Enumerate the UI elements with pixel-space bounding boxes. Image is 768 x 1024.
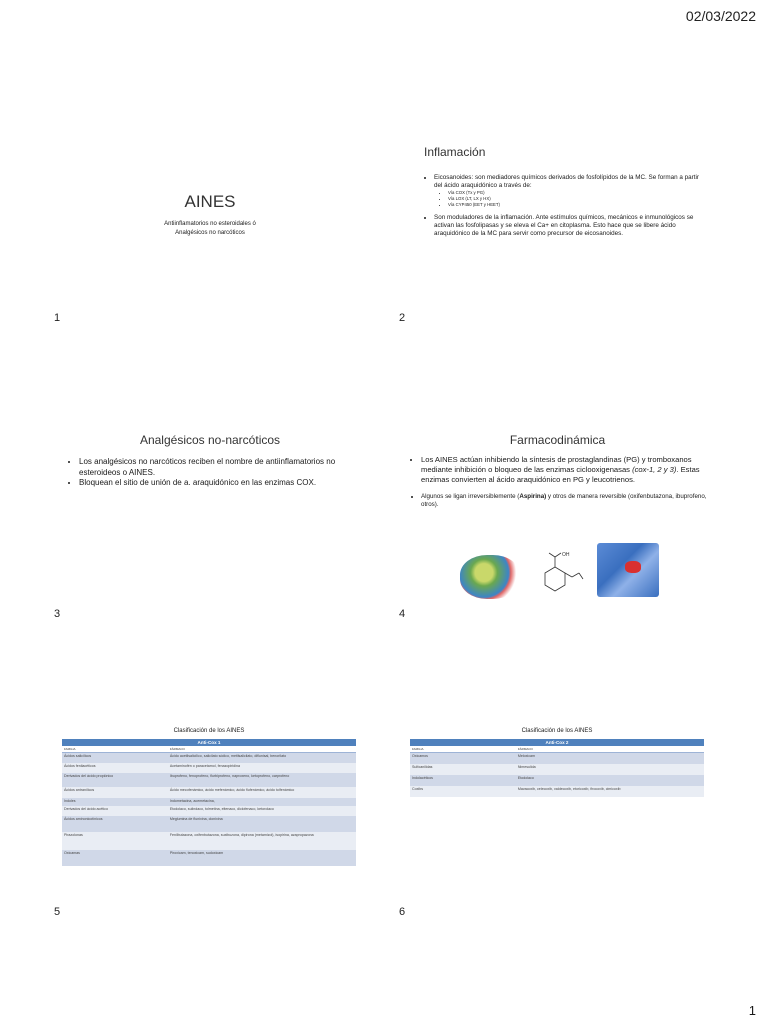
- column-header: FAMILIA: [62, 746, 168, 753]
- slide-title: AINES: [184, 192, 236, 211]
- anti-cox2-table: [410, 739, 704, 797]
- bullet: • Son moduladores de la inflamación. Ante estímulos químicos, mecánicos e inmunológicos se activan las fosfolipasas y se eleva el Ca+ en citoplasma. Esto hace que se libere ácido araquidónico de la MC para servir como precursor de eicosanoides.: [434, 214, 702, 238]
- anti-cox1-table: [62, 739, 356, 866]
- table-row: Pirazolonas Fenilbutazona, oxifenbutazona, suxibuzona, dipirona (metamizol), isopirina, azapropazona: [62, 832, 356, 850]
- table-row: Oxicamas Piroxicam, tenoxicam, sudoxicam: [62, 850, 356, 866]
- table-row: Ácidos antranílicos Ácido mecofenámico, ácido mefenámico, ácido flufenámico, ácido tolfenámico: [62, 787, 356, 798]
- slide-number: 3: [54, 608, 61, 620]
- slide-body: [409, 455, 707, 509]
- aspirin-molecule-image: [535, 551, 585, 599]
- slide-4: [405, 425, 710, 615]
- table-row: Oxicamos Meloxicam: [410, 753, 704, 764]
- page-number: 1: [748, 1003, 756, 1018]
- molecule-label: OH: [562, 552, 570, 558]
- bullet: • Los AINES actúan inhibiendo la síntesis de prostaglandinas (PG) y tromboxanos mediante inhibición o bloqueo de las enzimas ciclooxigenasas (cox-1, 2 y 3). Estas enzimas convierten al ácido araquidónico en PG y leucotrienos.: [421, 455, 707, 485]
- table-row: Ácidos aminonicotínicos Meglumina de flunixina, clonixina: [62, 816, 356, 832]
- bullet: • Bloquean el sitio de unión de a. araquidónico en las enzimas COX.: [79, 478, 347, 489]
- slide-body: [422, 174, 702, 238]
- slide-number: 4: [399, 608, 406, 620]
- sub-bullet: • Vía CYP450 (EET y HEET): [448, 202, 702, 208]
- table-row: Derivados del ácido propiónico Ibuprofeno, fenoprofeno, flurbiprofeno, naproxeno, ketoprofeno, carprofeno: [62, 773, 356, 787]
- sub-list: [422, 190, 702, 208]
- slide-number: 2: [399, 312, 406, 324]
- slide-body: [67, 457, 347, 489]
- slide-6: [410, 728, 704, 918]
- bullet: • Algunos se ligan irreversiblemente (Aspirina) y otros de manera reversible (oxifenbutazona, ibuprofeno, otros).: [421, 493, 707, 509]
- table-row: Sulfoanilidas Nimesulida: [410, 764, 704, 775]
- slide-title: Farmacodinámica: [509, 433, 606, 447]
- slide-number: 5: [54, 906, 61, 918]
- print-date: 02/03/2022: [685, 8, 756, 24]
- column-header: FÁRMACO: [168, 746, 356, 753]
- slide-number: 1: [54, 312, 61, 324]
- column-header: FÁRMACO: [516, 746, 704, 753]
- table-row: Ácidos salicílicos Ácido acetilsalicílico, salicilato sódico, metilsalicilato, diflunisal, benorilato: [62, 753, 356, 763]
- table-row: Ácidos fenilacéticos Acetaminofén o paracetamol, fenazopiridina: [62, 763, 356, 773]
- table-row: Indoles Indometacina, acemetacina,: [62, 798, 356, 806]
- table-title: Anti-Cox 2: [410, 739, 704, 746]
- slide-5: [62, 728, 356, 918]
- table-row: Derivados del ácido acético Etodolaco, sulindaco, tolmetina, eltenaco, diclofenaco, ketorolaco: [62, 806, 356, 816]
- slide-3: [55, 425, 355, 615]
- bullet: • Eicosanoides: son mediadores químicos derivados de fosfolípidos de la MC. Se forman a partir del ácido araquidónico a través de:: [434, 174, 702, 190]
- protein-structure-image: [460, 555, 520, 599]
- slide-title: Clasificación de los AINES: [521, 728, 593, 734]
- table-row: Indolacéticos Etodolaco: [410, 775, 704, 786]
- sub-bullet: • Vía COX (Tx y PG): [448, 190, 702, 196]
- enzyme-ribbon-image: [597, 543, 659, 597]
- slide-title: Analgésicos no-narcóticos: [139, 433, 281, 447]
- slide-1: [50, 130, 370, 320]
- table-row: Coxibs Mavacoxib, celecoxib, valdecoxib, etoricoxib, firocoxib, cimicoxib: [410, 786, 704, 797]
- slide-title: Clasificación de los AINES: [173, 728, 245, 734]
- aspirin-binding-site: [625, 561, 641, 573]
- slide-title: Inflamación: [424, 145, 486, 159]
- table-title: Anti-Cox 1: [62, 739, 356, 746]
- sub-bullet: • Vía LOX (LT, LX y HX): [448, 196, 702, 202]
- slide-2: [420, 140, 710, 330]
- slide-subtitle: Antiinflamatorios no esteroidales ó Analgésicos no narcóticos: [164, 221, 256, 236]
- bullet: • Los analgésicos no narcóticos reciben el nombre de antiinflamatorios no esteroideos o AINES.: [79, 457, 347, 478]
- column-header: FAMILIA: [410, 746, 516, 753]
- slide-number: 6: [399, 906, 406, 918]
